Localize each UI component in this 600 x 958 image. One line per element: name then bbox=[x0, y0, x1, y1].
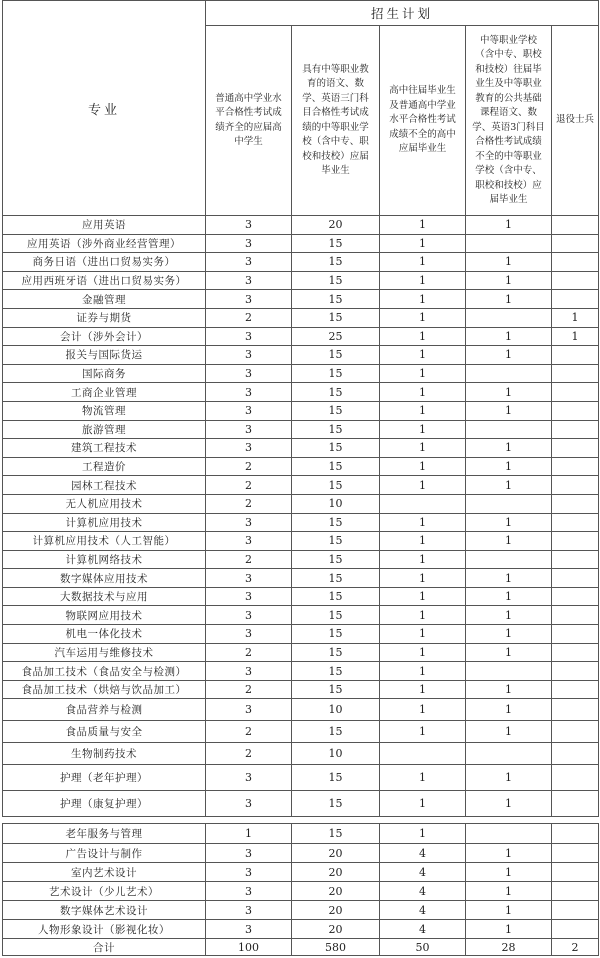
value-cell: 3 bbox=[206, 290, 292, 309]
table-row bbox=[3, 721, 599, 743]
column-header: 普通高中学业水平合格性考试成绩齐全的应届高中学生 bbox=[206, 26, 292, 216]
value-cell bbox=[552, 271, 599, 290]
major-name-cell: 国际商务 bbox=[3, 364, 206, 383]
value-cell: 15 bbox=[292, 721, 380, 743]
value-cell: 15 bbox=[292, 532, 380, 551]
major-name-cell: 计算机网络技术 bbox=[3, 550, 206, 569]
table-row bbox=[3, 606, 599, 625]
value-cell: 1 bbox=[380, 253, 466, 272]
table-row bbox=[3, 346, 599, 365]
value-cell: 2 bbox=[206, 643, 292, 662]
table-row bbox=[3, 327, 599, 346]
value-cell: 2 bbox=[206, 476, 292, 495]
value-cell bbox=[552, 721, 599, 743]
value-cell: 2 bbox=[206, 721, 292, 743]
value-cell: 15 bbox=[292, 550, 380, 569]
table-row bbox=[3, 699, 599, 721]
major-name-cell: 机电一体化技术 bbox=[3, 625, 206, 644]
value-cell: 4 bbox=[380, 882, 466, 901]
value-cell: 580 bbox=[292, 939, 380, 956]
value-cell: 4 bbox=[380, 844, 466, 863]
value-cell: 20 bbox=[292, 882, 380, 901]
value-cell bbox=[552, 364, 599, 383]
value-cell bbox=[466, 308, 552, 327]
major-name-cell: 应用英语（涉外商业经营管理） bbox=[3, 234, 206, 253]
value-cell: 15 bbox=[292, 290, 380, 309]
value-cell: 1 bbox=[466, 271, 552, 290]
major-name-cell: 应用英语 bbox=[3, 216, 206, 235]
major-name-cell: 商务日语（进出口贸易实务） bbox=[3, 253, 206, 272]
value-cell: 1 bbox=[466, 625, 552, 644]
table-row bbox=[3, 863, 599, 882]
value-cell bbox=[552, 824, 599, 844]
value-cell: 15 bbox=[292, 680, 380, 699]
value-cell: 1 bbox=[466, 791, 552, 817]
value-cell: 15 bbox=[292, 824, 380, 844]
value-cell: 3 bbox=[206, 569, 292, 588]
value-cell: 15 bbox=[292, 625, 380, 644]
value-cell bbox=[552, 476, 599, 495]
major-name-cell: 汽车运用与维修技术 bbox=[3, 643, 206, 662]
value-cell: 1 bbox=[466, 699, 552, 721]
major-name-cell: 应用西班牙语（进出口贸易实务） bbox=[3, 271, 206, 290]
value-cell: 3 bbox=[206, 863, 292, 882]
table-row bbox=[3, 643, 599, 662]
table-row bbox=[3, 439, 599, 458]
value-cell bbox=[552, 383, 599, 402]
value-cell: 1 bbox=[380, 680, 466, 699]
value-cell: 2 bbox=[206, 308, 292, 327]
value-cell: 10 bbox=[292, 699, 380, 721]
major-name-cell: 物流管理 bbox=[3, 401, 206, 420]
value-cell: 1 bbox=[466, 476, 552, 495]
value-cell bbox=[552, 234, 599, 253]
major-name-cell: 食品加工技术（食品安全与检测） bbox=[3, 662, 206, 681]
value-cell bbox=[466, 824, 552, 844]
value-cell: 1 bbox=[380, 532, 466, 551]
value-cell bbox=[552, 680, 599, 699]
value-cell bbox=[552, 643, 599, 662]
major-name-cell: 合计 bbox=[3, 939, 206, 956]
value-cell: 3 bbox=[206, 327, 292, 346]
table-row bbox=[3, 625, 599, 644]
value-cell: 1 bbox=[466, 765, 552, 791]
value-cell: 1 bbox=[466, 863, 552, 882]
value-cell: 15 bbox=[292, 765, 380, 791]
value-cell: 20 bbox=[292, 216, 380, 235]
column-header: 具有中等职业教育的语文、数学、英语三门科目合格性考试成绩的中等职业学校（含中专、职校和技校）应届毕业生 bbox=[292, 26, 380, 216]
major-name-cell: 计算机应用技术 bbox=[3, 513, 206, 532]
value-cell: 1 bbox=[552, 327, 599, 346]
major-name-cell: 计算机应用技术（人工智能） bbox=[3, 532, 206, 551]
major-name-cell: 生物制药技术 bbox=[3, 743, 206, 765]
value-cell: 1 bbox=[380, 791, 466, 817]
value-cell bbox=[552, 743, 599, 765]
value-cell: 1 bbox=[380, 290, 466, 309]
major-name-cell: 旅游管理 bbox=[3, 420, 206, 439]
value-cell: 100 bbox=[206, 939, 292, 956]
value-cell: 2 bbox=[206, 680, 292, 699]
table-row bbox=[3, 920, 599, 939]
column-header: 中等职业学校（含中专、职校和技校）往届毕业生及中等职业教育的公共基础课程语文、数学、英语3门科目合格性考试成绩不全的中等职业学校（含中专、职校和技校）应届毕业生 bbox=[466, 26, 552, 216]
value-cell bbox=[380, 743, 466, 765]
major-header: 专业 bbox=[3, 1, 206, 216]
table-row bbox=[3, 901, 599, 920]
table-row bbox=[3, 234, 599, 253]
table-row bbox=[3, 271, 599, 290]
value-cell: 20 bbox=[292, 863, 380, 882]
value-cell: 15 bbox=[292, 606, 380, 625]
table-row bbox=[3, 939, 599, 956]
major-name-cell: 人物形象设计（影视化妆） bbox=[3, 920, 206, 939]
table-row bbox=[3, 308, 599, 327]
value-cell bbox=[552, 439, 599, 458]
value-cell: 1 bbox=[380, 234, 466, 253]
value-cell: 1 bbox=[380, 824, 466, 844]
major-name-cell: 物联网应用技术 bbox=[3, 606, 206, 625]
table-row bbox=[3, 882, 599, 901]
value-cell: 3 bbox=[206, 606, 292, 625]
value-cell: 1 bbox=[466, 383, 552, 402]
value-cell: 3 bbox=[206, 401, 292, 420]
value-cell: 15 bbox=[292, 476, 380, 495]
value-cell: 1 bbox=[552, 308, 599, 327]
value-cell: 3 bbox=[206, 625, 292, 644]
column-header: 退役士兵 bbox=[552, 26, 599, 216]
value-cell: 15 bbox=[292, 308, 380, 327]
value-cell bbox=[552, 882, 599, 901]
value-cell: 3 bbox=[206, 765, 292, 791]
value-cell: 1 bbox=[466, 606, 552, 625]
value-cell: 1 bbox=[466, 253, 552, 272]
table-row bbox=[3, 550, 599, 569]
value-cell bbox=[552, 587, 599, 606]
value-cell: 1 bbox=[466, 882, 552, 901]
major-name-cell: 无人机应用技术 bbox=[3, 494, 206, 513]
value-cell: 1 bbox=[466, 569, 552, 588]
value-cell: 15 bbox=[292, 364, 380, 383]
major-name-cell: 报关与国际货运 bbox=[3, 346, 206, 365]
value-cell: 4 bbox=[380, 863, 466, 882]
table-row bbox=[3, 765, 599, 791]
value-cell bbox=[552, 662, 599, 681]
major-name-cell: 食品加工技术（烘焙与饮品加工） bbox=[3, 680, 206, 699]
value-cell: 15 bbox=[292, 383, 380, 402]
value-cell: 2 bbox=[206, 457, 292, 476]
value-cell: 1 bbox=[380, 420, 466, 439]
value-cell: 3 bbox=[206, 420, 292, 439]
value-cell: 3 bbox=[206, 791, 292, 817]
enrollment-table-part2 bbox=[2, 823, 599, 956]
value-cell: 3 bbox=[206, 901, 292, 920]
value-cell: 1 bbox=[380, 569, 466, 588]
major-name-cell: 大数据技术与应用 bbox=[3, 587, 206, 606]
value-cell: 15 bbox=[292, 457, 380, 476]
value-cell: 1 bbox=[380, 587, 466, 606]
table-row bbox=[3, 494, 599, 513]
value-cell: 1 bbox=[380, 765, 466, 791]
value-cell bbox=[552, 791, 599, 817]
value-cell bbox=[552, 606, 599, 625]
value-cell: 1 bbox=[466, 346, 552, 365]
value-cell bbox=[552, 699, 599, 721]
value-cell: 1 bbox=[380, 625, 466, 644]
value-cell: 15 bbox=[292, 569, 380, 588]
value-cell: 15 bbox=[292, 253, 380, 272]
value-cell bbox=[552, 457, 599, 476]
value-cell: 3 bbox=[206, 439, 292, 458]
major-name-cell: 数字媒体应用技术 bbox=[3, 569, 206, 588]
value-cell: 1 bbox=[466, 643, 552, 662]
major-name-cell: 食品营养与检测 bbox=[3, 699, 206, 721]
value-cell bbox=[552, 216, 599, 235]
value-cell: 15 bbox=[292, 587, 380, 606]
value-cell: 25 bbox=[292, 327, 380, 346]
value-cell: 1 bbox=[466, 844, 552, 863]
value-cell bbox=[552, 346, 599, 365]
value-cell: 10 bbox=[292, 494, 380, 513]
table-row bbox=[3, 569, 599, 588]
value-cell bbox=[466, 662, 552, 681]
value-cell: 15 bbox=[292, 401, 380, 420]
value-cell: 1 bbox=[466, 327, 552, 346]
major-name-cell: 数字媒体艺术设计 bbox=[3, 901, 206, 920]
value-cell bbox=[552, 844, 599, 863]
value-cell: 3 bbox=[206, 513, 292, 532]
value-cell: 3 bbox=[206, 587, 292, 606]
value-cell: 1 bbox=[466, 439, 552, 458]
table-row bbox=[3, 844, 599, 863]
value-cell: 2 bbox=[552, 939, 599, 956]
major-name-cell: 艺术设计（少儿艺术） bbox=[3, 882, 206, 901]
value-cell: 20 bbox=[292, 901, 380, 920]
value-cell: 3 bbox=[206, 364, 292, 383]
value-cell: 1 bbox=[380, 364, 466, 383]
table-row bbox=[3, 680, 599, 699]
major-name-cell: 工商企业管理 bbox=[3, 383, 206, 402]
value-cell: 3 bbox=[206, 383, 292, 402]
value-cell: 3 bbox=[206, 662, 292, 681]
value-cell: 20 bbox=[292, 920, 380, 939]
value-cell bbox=[552, 920, 599, 939]
table-row bbox=[3, 253, 599, 272]
table-row bbox=[3, 791, 599, 817]
value-cell bbox=[552, 863, 599, 882]
value-cell: 1 bbox=[466, 920, 552, 939]
major-name-cell: 会计（涉外会计） bbox=[3, 327, 206, 346]
value-cell: 1 bbox=[380, 721, 466, 743]
value-cell: 3 bbox=[206, 271, 292, 290]
major-name-cell: 工程造价 bbox=[3, 457, 206, 476]
value-cell: 3 bbox=[206, 216, 292, 235]
value-cell: 1 bbox=[380, 271, 466, 290]
value-cell: 20 bbox=[292, 844, 380, 863]
value-cell: 3 bbox=[206, 882, 292, 901]
value-cell: 3 bbox=[206, 253, 292, 272]
value-cell: 1 bbox=[380, 346, 466, 365]
table-row bbox=[3, 401, 599, 420]
major-name-cell: 园林工程技术 bbox=[3, 476, 206, 495]
value-cell: 1 bbox=[380, 383, 466, 402]
value-cell: 1 bbox=[466, 680, 552, 699]
value-cell: 1 bbox=[380, 308, 466, 327]
table-row bbox=[3, 364, 599, 383]
major-name-cell: 食品质量与安全 bbox=[3, 721, 206, 743]
value-cell: 15 bbox=[292, 791, 380, 817]
value-cell bbox=[552, 532, 599, 551]
value-cell: 1 bbox=[466, 587, 552, 606]
value-cell: 1 bbox=[380, 476, 466, 495]
major-name-cell: 广告设计与制作 bbox=[3, 844, 206, 863]
value-cell: 1 bbox=[380, 216, 466, 235]
table-row bbox=[3, 420, 599, 439]
table-row bbox=[3, 662, 599, 681]
value-cell: 15 bbox=[292, 271, 380, 290]
value-cell: 2 bbox=[206, 550, 292, 569]
value-cell: 1 bbox=[380, 699, 466, 721]
table-row bbox=[3, 476, 599, 495]
value-cell bbox=[466, 743, 552, 765]
value-cell: 1 bbox=[380, 401, 466, 420]
value-cell: 10 bbox=[292, 743, 380, 765]
value-cell bbox=[552, 901, 599, 920]
value-cell bbox=[552, 569, 599, 588]
value-cell: 1 bbox=[380, 643, 466, 662]
value-cell: 1 bbox=[380, 457, 466, 476]
value-cell: 1 bbox=[466, 290, 552, 309]
value-cell: 2 bbox=[206, 743, 292, 765]
value-cell: 1 bbox=[380, 662, 466, 681]
value-cell: 3 bbox=[206, 699, 292, 721]
value-cell: 15 bbox=[292, 439, 380, 458]
value-cell: 1 bbox=[380, 550, 466, 569]
value-cell: 28 bbox=[466, 939, 552, 956]
value-cell: 15 bbox=[292, 234, 380, 253]
table-row bbox=[3, 532, 599, 551]
value-cell: 1 bbox=[466, 532, 552, 551]
value-cell: 3 bbox=[206, 920, 292, 939]
value-cell: 3 bbox=[206, 234, 292, 253]
major-name-cell: 老年服务与管理 bbox=[3, 824, 206, 844]
value-cell bbox=[466, 550, 552, 569]
value-cell: 1 bbox=[466, 513, 552, 532]
major-name-cell: 护理（康复护理） bbox=[3, 791, 206, 817]
value-cell bbox=[380, 494, 466, 513]
table-row bbox=[3, 743, 599, 765]
value-cell: 1 bbox=[466, 721, 552, 743]
value-cell: 2 bbox=[206, 494, 292, 513]
value-cell: 4 bbox=[380, 901, 466, 920]
major-name-cell: 建筑工程技术 bbox=[3, 439, 206, 458]
value-cell bbox=[552, 290, 599, 309]
table-row bbox=[3, 513, 599, 532]
value-cell: 3 bbox=[206, 844, 292, 863]
value-cell bbox=[466, 494, 552, 513]
value-cell: 15 bbox=[292, 513, 380, 532]
value-cell: 15 bbox=[292, 420, 380, 439]
major-name-cell: 金融管理 bbox=[3, 290, 206, 309]
value-cell bbox=[552, 513, 599, 532]
value-cell: 1 bbox=[380, 327, 466, 346]
table-row bbox=[3, 290, 599, 309]
value-cell bbox=[552, 401, 599, 420]
table-row bbox=[3, 457, 599, 476]
enrollment-plan-header: 招生计划 bbox=[206, 1, 599, 26]
value-cell: 3 bbox=[206, 532, 292, 551]
value-cell: 1 bbox=[380, 606, 466, 625]
table-row bbox=[3, 824, 599, 844]
column-header: 高中往届毕业生及普通高中学业水平合格性考试成绩不全的高中应届毕业生 bbox=[380, 26, 466, 216]
value-cell: 4 bbox=[380, 920, 466, 939]
value-cell: 1 bbox=[206, 824, 292, 844]
value-cell bbox=[552, 494, 599, 513]
value-cell: 1 bbox=[380, 513, 466, 532]
value-cell: 1 bbox=[466, 901, 552, 920]
enrollment-table-part1 bbox=[2, 0, 599, 817]
value-cell: 15 bbox=[292, 662, 380, 681]
value-cell bbox=[552, 253, 599, 272]
value-cell: 1 bbox=[466, 216, 552, 235]
value-cell: 15 bbox=[292, 346, 380, 365]
table-row bbox=[3, 216, 599, 235]
value-cell: 1 bbox=[380, 439, 466, 458]
value-cell bbox=[552, 625, 599, 644]
value-cell bbox=[466, 234, 552, 253]
value-cell: 1 bbox=[466, 401, 552, 420]
value-cell bbox=[466, 420, 552, 439]
table-row bbox=[3, 587, 599, 606]
value-cell bbox=[552, 550, 599, 569]
table-row bbox=[3, 383, 599, 402]
major-name-cell: 证券与期货 bbox=[3, 308, 206, 327]
value-cell: 50 bbox=[380, 939, 466, 956]
value-cell bbox=[552, 765, 599, 791]
major-name-cell: 护理（老年护理） bbox=[3, 765, 206, 791]
value-cell: 1 bbox=[466, 457, 552, 476]
major-name-cell: 室内艺术设计 bbox=[3, 863, 206, 882]
value-cell bbox=[466, 364, 552, 383]
value-cell: 15 bbox=[292, 643, 380, 662]
value-cell bbox=[552, 420, 599, 439]
value-cell: 3 bbox=[206, 346, 292, 365]
